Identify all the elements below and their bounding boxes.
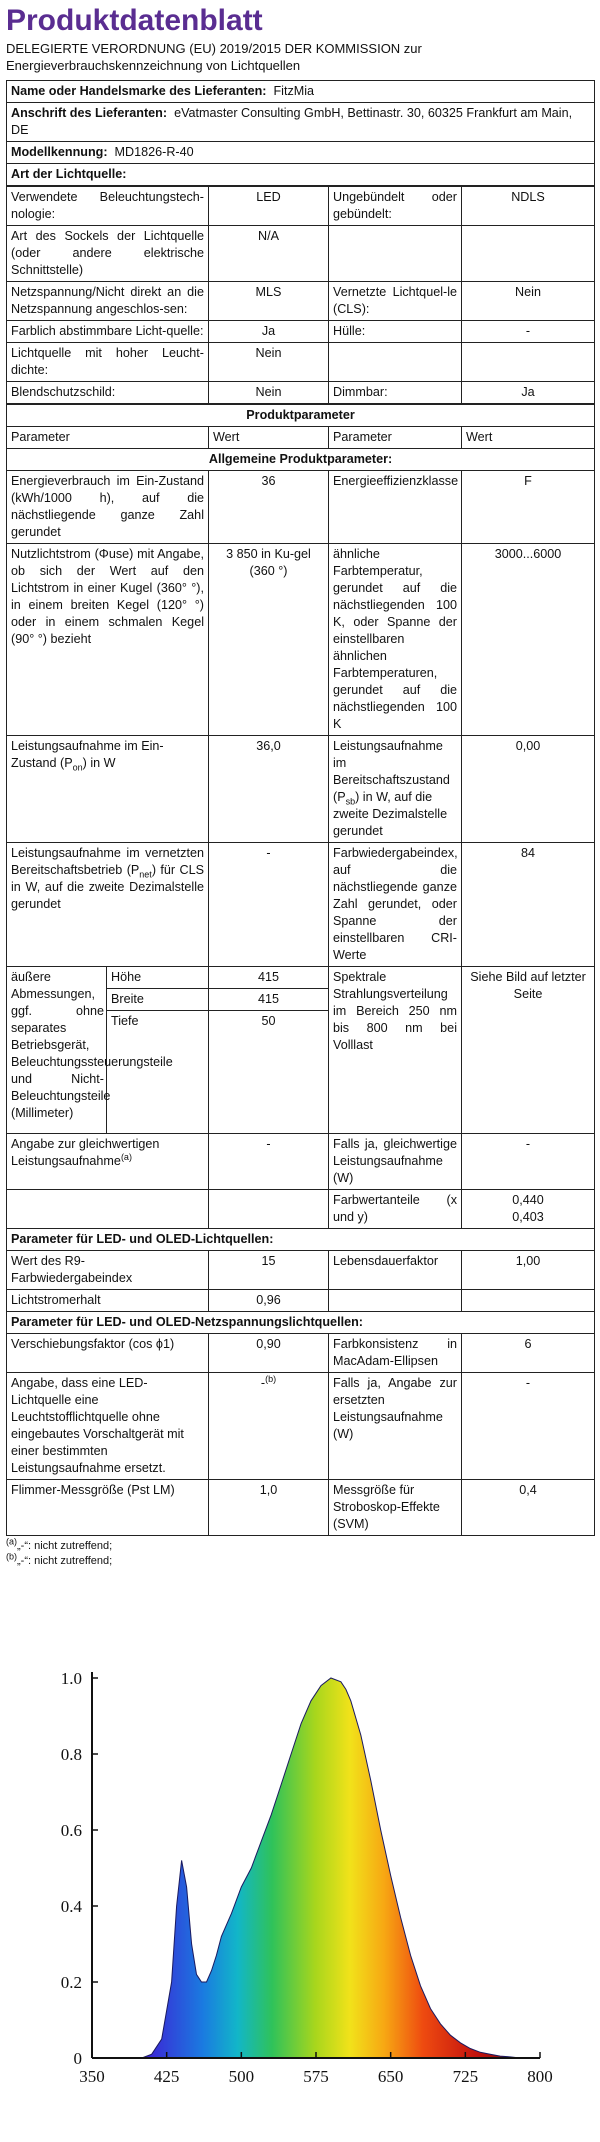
x-tick-label: 725 xyxy=(452,2067,479,2086)
model-row xyxy=(7,142,595,164)
cri-label: Farbwiedergabeindex, auf die nächstliegende ganze Zahl gerundet, oder Spanne der einstellbaren CRI-Werte xyxy=(329,843,462,967)
type-value-2: NDLS xyxy=(462,187,595,226)
supplier-address-label: Anschrift des Lieferanten: xyxy=(11,106,168,120)
type-value-2: Ja xyxy=(462,382,595,404)
type-heading: Art der Lichtquelle: xyxy=(7,164,595,186)
energy-label: Energieverbrauch im Ein-Zustand (kWh/1000 h), auf die nächstliegende ganze Zahl gerundet xyxy=(7,471,209,544)
type-value-1: MLS xyxy=(209,282,329,321)
maint-label: Lichtstromerhalt xyxy=(7,1290,209,1312)
type-value-1: Nein xyxy=(209,343,329,382)
type-row xyxy=(7,226,595,282)
footnote-a xyxy=(6,1536,594,1554)
chroma-label: Farbwertanteile (x und y) xyxy=(329,1190,462,1229)
supplier-address-value: eVatmaster Consulting GmbH, Bettinastr. 30, 60325 Frankfurt am Main, DE xyxy=(11,106,573,137)
col-param-2: Parameter xyxy=(329,427,462,449)
psb-label-text: Leistungsaufnahme im Bereitschaftszustand (P xyxy=(333,739,450,804)
flux-value: 3 850 in Ku-gel (360 °) xyxy=(209,544,329,736)
type-label-1: Verwendete Beleuchtungstech-nologie: xyxy=(7,187,209,226)
cos-value: 0,90 xyxy=(209,1334,329,1373)
x-tick-label: 425 xyxy=(153,2067,180,2086)
cos-label: Verschiebungsfaktor (cos ϕ1) xyxy=(7,1334,209,1373)
footnote-b-text: „-“: nicht zutreffend; xyxy=(17,1555,113,1567)
cct-value: 3000...6000 xyxy=(462,544,595,736)
maint-empty-1 xyxy=(329,1290,462,1312)
equiv-value: - xyxy=(209,1134,329,1190)
led-heading: Parameter für LED- und OLED-Lichtquellen: xyxy=(7,1229,595,1251)
type-value-2: Nein xyxy=(462,282,595,321)
svm-value: 0,4 xyxy=(462,1480,595,1536)
type-value-1: Ja xyxy=(209,321,329,343)
pon-label xyxy=(7,736,209,843)
spectrum-area xyxy=(142,1678,520,2058)
dim-height-label: Höhe xyxy=(107,967,209,989)
chroma-y: 0,403 xyxy=(512,1210,544,1224)
flux-label: Nutzlichtstrom (Φuse) mit Angabe, ob sich der Wert auf den Lichtstrom in einer Kugel (360° °), in einem breiten Kegel (120° °) oder in einem schmalen Kegel (90° °) bezieht xyxy=(7,544,209,736)
type-label-2: Vernetzte Lichtquel-le (CLS): xyxy=(329,282,462,321)
psb-label xyxy=(329,736,462,843)
efficiency-value: F xyxy=(462,471,595,544)
replace2-value: - xyxy=(462,1373,595,1480)
dim-width-value: 415 xyxy=(209,989,329,1011)
x-tick-label: 650 xyxy=(377,2067,404,2086)
replace-value xyxy=(209,1373,329,1480)
chroma-empty-mid xyxy=(209,1190,329,1229)
pon-label-text: Leistungsaufnahme im Ein-Zustand (P xyxy=(11,739,164,770)
regulation-text: DELEGIERTE VERORDNUNG (EU) 2019/2015 DER KOMMISSION zur Energieverbrauchskennzeichnung von Lichtquellen xyxy=(6,41,422,73)
x-tick-label: 500 xyxy=(228,2067,255,2086)
pnet-value: - xyxy=(209,843,329,967)
pon-value: 36,0 xyxy=(209,736,329,843)
type-row xyxy=(7,343,595,382)
flicker-value: 1,0 xyxy=(209,1480,329,1536)
params-table xyxy=(6,404,595,1536)
replace-value-text: - xyxy=(260,1376,266,1390)
y-tick-label: 0.6 xyxy=(60,1821,82,1840)
supplier-name-value: FitzMia xyxy=(273,84,315,98)
type-value-2 xyxy=(462,343,595,382)
type-row xyxy=(7,321,595,343)
maint-value: 0,96 xyxy=(209,1290,329,1312)
r9-value: 15 xyxy=(209,1251,329,1290)
equiv2-label: Falls ja, gleichwertige Leistungsaufnahme (W) xyxy=(329,1134,462,1190)
replace2-label: Falls ja, Angabe zur ersetzten Leistungsaufnahme (W) xyxy=(329,1373,462,1480)
spectrum-chart xyxy=(0,1660,600,2140)
model-label: Modellkennung: xyxy=(11,145,108,159)
mains-heading: Parameter für LED- und OLED-Netzspannungslichtquellen: xyxy=(7,1312,595,1334)
pnet-sub: net xyxy=(139,869,152,880)
footnote-a-text: „-“: nicht zutreffend; xyxy=(17,1540,113,1552)
supplier-name-label: Name oder Handelsmarke des Lieferanten: xyxy=(11,84,267,98)
y-tick-label: 0.8 xyxy=(60,1745,82,1764)
pon-tail: ) in W xyxy=(82,756,116,770)
col-param-1: Parameter xyxy=(7,427,209,449)
equiv-sup: (a) xyxy=(120,1151,132,1162)
general-params-heading: Allgemeine Produktparameter: xyxy=(7,449,595,471)
spectral-value: Siehe Bild auf letzter Seite xyxy=(462,967,595,1134)
dim-depth-value: 50 xyxy=(209,1011,329,1134)
consistency-label: Farbkonsistenz in MacAdam-Ellipsen xyxy=(329,1334,462,1373)
dims-label: äußere Abmessungen, ggf. ohne separates Betriebsgerät, Beleuchtungssteuerungsteile und Nicht-Beleuchtungsteile (Millimeter) xyxy=(7,967,107,1134)
supplier-table xyxy=(6,80,595,186)
footnote-b xyxy=(6,1551,594,1569)
equiv-label-text: Angabe zur gleichwertigen Leistungsaufnahme xyxy=(11,1137,160,1168)
type-label-1: Lichtquelle mit hoher Leucht-dichte: xyxy=(7,343,209,382)
type-row xyxy=(7,282,595,321)
efficiency-label: Energieeffizienzklasse xyxy=(329,471,462,544)
x-tick-label: 800 xyxy=(527,2067,553,2086)
type-label-2: Hülle: xyxy=(329,321,462,343)
type-label-2: Ungebündelt oder gebündelt: xyxy=(329,187,462,226)
pnet-label xyxy=(7,843,209,967)
footnote-b-mark: (b) xyxy=(6,1551,17,1562)
datasheet-page xyxy=(6,0,594,1569)
cct-label: ähnliche Farbtemperatur, gerundet auf die nächstliegenden 100 K, oder Spanne der einstellbaren ähnlichen Farbtemperaturen, gerundet auf die nächstliegenden 100 K xyxy=(329,544,462,736)
dim-depth-label: Tiefe xyxy=(107,1011,209,1134)
type-value-1: LED xyxy=(209,187,329,226)
chroma-x: 0,440 xyxy=(512,1193,544,1207)
psb-sub: sb xyxy=(345,796,356,807)
y-tick-label: 0.2 xyxy=(60,1973,82,1992)
dim-width-label: Breite xyxy=(107,989,209,1011)
cri-value: 84 xyxy=(462,843,595,967)
params-heading: Produktparameter xyxy=(7,405,595,427)
page-title: Produktdatenblatt xyxy=(6,4,263,37)
replace-label: Angabe, dass eine LED-Lichtquelle eine Leuchtstofflichtquelle ohne eingebautes Vorschaltgerät mit einer bestimmten Leistungsaufnahme ersetzt. xyxy=(7,1373,209,1480)
type-label-2: Dimmbar: xyxy=(329,382,462,404)
flicker-label: Flimmer-Messgröße (Pst LM) xyxy=(7,1480,209,1536)
type-label-1: Netzspannung/Nicht direkt an die Netzspannung angeschlos-sen: xyxy=(7,282,209,321)
equiv-label xyxy=(7,1134,209,1190)
type-value-1: Nein xyxy=(209,382,329,404)
maint-empty-2 xyxy=(462,1290,595,1312)
spectral-label: Spektrale Strahlungsverteilung im Bereich 250 nm bis 800 nm bei Volllast xyxy=(329,967,462,1134)
type-value-2: - xyxy=(462,321,595,343)
equiv2-value: - xyxy=(462,1134,595,1190)
type-label-1: Blendschutzschild: xyxy=(7,382,209,404)
y-tick-label: 0 xyxy=(73,2049,82,2068)
supplier-address-row xyxy=(7,103,595,142)
psb-value: 0,00 xyxy=(462,736,595,843)
type-label-2 xyxy=(329,226,462,282)
type-label-1: Art des Sockels der Lichtquelle (oder andere elektrische Schnittstelle) xyxy=(7,226,209,282)
col-value-2: Wert xyxy=(462,427,595,449)
type-label-2 xyxy=(329,343,462,382)
col-value-1: Wert xyxy=(209,427,329,449)
life-label: Lebensdauerfaktor xyxy=(329,1251,462,1290)
life-value: 1,00 xyxy=(462,1251,595,1290)
type-value-1: N/A xyxy=(209,226,329,282)
dim-height-value: 415 xyxy=(209,967,329,989)
energy-value: 36 xyxy=(209,471,329,544)
type-row xyxy=(7,187,595,226)
supplier-name-row xyxy=(7,81,595,103)
type-label-1: Farblich abstimmbare Licht-quelle: xyxy=(7,321,209,343)
pnet-tail: ) für CLS in W, auf die zweite Dezimalstelle gerundet xyxy=(11,863,204,911)
x-tick-label: 350 xyxy=(79,2067,105,2086)
type-value-2 xyxy=(462,226,595,282)
consistency-value: 6 xyxy=(462,1334,595,1373)
footnote-a-mark: (a) xyxy=(6,1536,17,1547)
x-tick-label: 575 xyxy=(303,2067,329,2086)
psb-tail: ) in W, auf die zweite Dezimalstelle gerundet xyxy=(333,790,448,838)
svm-label: Messgröße für Stroboskop-Effekte (SVM) xyxy=(329,1480,462,1536)
model-value: MD1826-R-40 xyxy=(114,145,194,159)
pnet-label-text: Leistungsaufnahme im vernetzten Bereitschaftsbetrieb (P xyxy=(11,846,204,877)
y-tick-label: 1.0 xyxy=(60,1669,82,1688)
chroma-value xyxy=(462,1190,595,1229)
replace-sup: (b) xyxy=(265,1373,277,1384)
type-row xyxy=(7,382,595,404)
pon-sub: on xyxy=(72,762,83,773)
type-table xyxy=(6,186,595,404)
y-tick-label: 0.4 xyxy=(60,1897,82,1916)
chroma-empty-left xyxy=(7,1190,209,1229)
r9-label: Wert des R9-Farbwiedergabeindex xyxy=(7,1251,209,1290)
